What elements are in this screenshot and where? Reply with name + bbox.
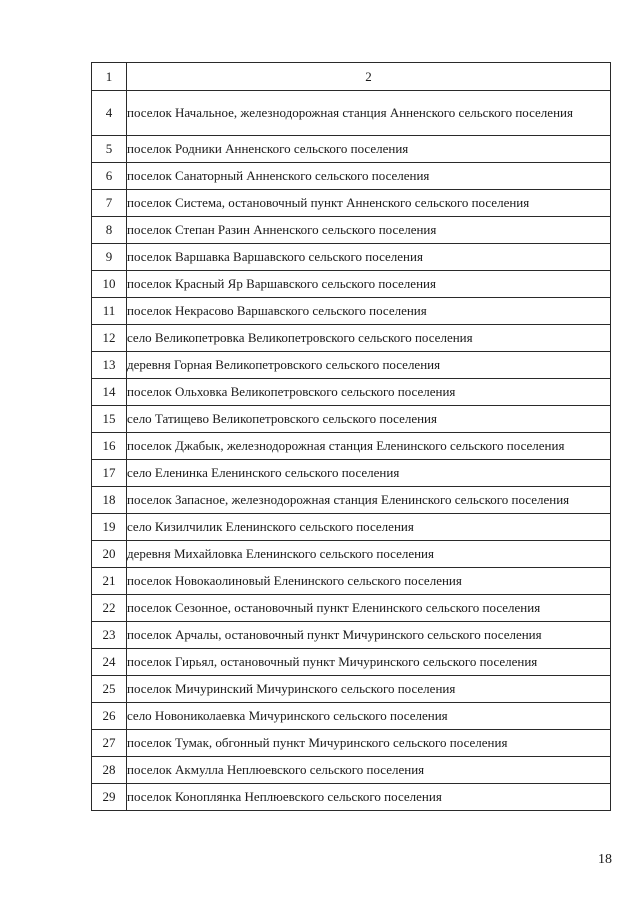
row-number: 21	[92, 568, 127, 595]
table-row	[92, 703, 611, 730]
row-number: 7	[92, 190, 127, 217]
header-col-name: 2	[127, 63, 611, 91]
table-row	[92, 514, 611, 541]
row-name: село Новониколаевка Мичуринского сельского поселения	[127, 703, 611, 730]
row-name: село Еленинка Еленинского сельского поселения	[127, 460, 611, 487]
table-row	[92, 352, 611, 379]
row-name: поселок Некрасово Варшавского сельского поселения	[127, 298, 611, 325]
row-number: 6	[92, 163, 127, 190]
row-name: поселок Коноплянка Неплюевского сельского поселения	[127, 784, 611, 811]
table-row	[92, 757, 611, 784]
table-row	[92, 460, 611, 487]
table-row	[92, 784, 611, 811]
row-name: поселок Акмулла Неплюевского сельского поселения	[127, 757, 611, 784]
settlements-table	[91, 62, 611, 811]
table-row	[92, 271, 611, 298]
row-name: деревня Горная Великопетровского сельского поселения	[127, 352, 611, 379]
table-row	[92, 433, 611, 460]
row-number: 17	[92, 460, 127, 487]
row-number: 25	[92, 676, 127, 703]
row-name: поселок Гирьял, остановочный пункт Мичуринского сельского поселения	[127, 649, 611, 676]
row-number: 8	[92, 217, 127, 244]
row-name: поселок Запасное, железнодорожная станция Еленинского сельского поселения	[127, 487, 611, 514]
table-body	[92, 63, 611, 811]
table-row	[92, 298, 611, 325]
page-number: 18	[598, 852, 612, 867]
row-name: поселок Джабык, железнодорожная станция Еленинского сельского поселения	[127, 433, 611, 460]
row-number: 10	[92, 271, 127, 298]
table-row	[92, 487, 611, 514]
row-name: поселок Система, остановочный пункт Анненского сельского поселения	[127, 190, 611, 217]
row-number: 28	[92, 757, 127, 784]
row-number: 11	[92, 298, 127, 325]
row-number: 24	[92, 649, 127, 676]
row-name: село Татищево Великопетровского сельского поселения	[127, 406, 611, 433]
table-row	[92, 325, 611, 352]
row-number: 9	[92, 244, 127, 271]
row-number: 20	[92, 541, 127, 568]
row-number: 29	[92, 784, 127, 811]
row-number: 16	[92, 433, 127, 460]
table-row	[92, 163, 611, 190]
table-row	[92, 190, 611, 217]
row-name: поселок Родники Анненского сельского поселения	[127, 136, 611, 163]
table-row	[92, 622, 611, 649]
row-number: 19	[92, 514, 127, 541]
row-name: поселок Красный Яр Варшавского сельского поселения	[127, 271, 611, 298]
table-row	[92, 676, 611, 703]
row-number: 23	[92, 622, 127, 649]
table-row	[92, 91, 611, 136]
row-name: поселок Санаторный Анненского сельского поселения	[127, 163, 611, 190]
row-number: 26	[92, 703, 127, 730]
row-number: 22	[92, 595, 127, 622]
row-number: 27	[92, 730, 127, 757]
header-col-number: 1	[92, 63, 127, 91]
row-number: 12	[92, 325, 127, 352]
table-row	[92, 649, 611, 676]
row-name: поселок Сезонное, остановочный пункт Еленинского сельского поселения	[127, 595, 611, 622]
table-row	[92, 136, 611, 163]
row-name: поселок Варшавка Варшавского сельского поселения	[127, 244, 611, 271]
row-name: село Великопетровка Великопетровского сельского поселения	[127, 325, 611, 352]
table-row	[92, 730, 611, 757]
row-number: 15	[92, 406, 127, 433]
row-name: поселок Мичуринский Мичуринского сельского поселения	[127, 676, 611, 703]
row-name: поселок Степан Разин Анненского сельского поселения	[127, 217, 611, 244]
row-name: поселок Начальное, железнодорожная станция Анненского сельского поселения	[127, 91, 611, 136]
table-row	[92, 379, 611, 406]
table-row	[92, 541, 611, 568]
row-number: 18	[92, 487, 127, 514]
row-name: поселок Ольховка Великопетровского сельского поселения	[127, 379, 611, 406]
row-number: 13	[92, 352, 127, 379]
row-name: поселок Новокаолиновый Еленинского сельского поселения	[127, 568, 611, 595]
row-number: 14	[92, 379, 127, 406]
table-row	[92, 406, 611, 433]
table-row	[92, 595, 611, 622]
row-name: деревня Михайловка Еленинского сельского поселения	[127, 541, 611, 568]
table-row	[92, 244, 611, 271]
row-name: поселок Тумак, обгонный пункт Мичуринского сельского поселения	[127, 730, 611, 757]
row-name: село Кизилчилик Еленинского сельского поселения	[127, 514, 611, 541]
table-header-row	[92, 63, 611, 91]
table-row	[92, 568, 611, 595]
row-number: 4	[92, 91, 127, 136]
row-name: поселок Арчалы, остановочный пункт Мичуринского сельского поселения	[127, 622, 611, 649]
table-row	[92, 217, 611, 244]
row-number: 5	[92, 136, 127, 163]
